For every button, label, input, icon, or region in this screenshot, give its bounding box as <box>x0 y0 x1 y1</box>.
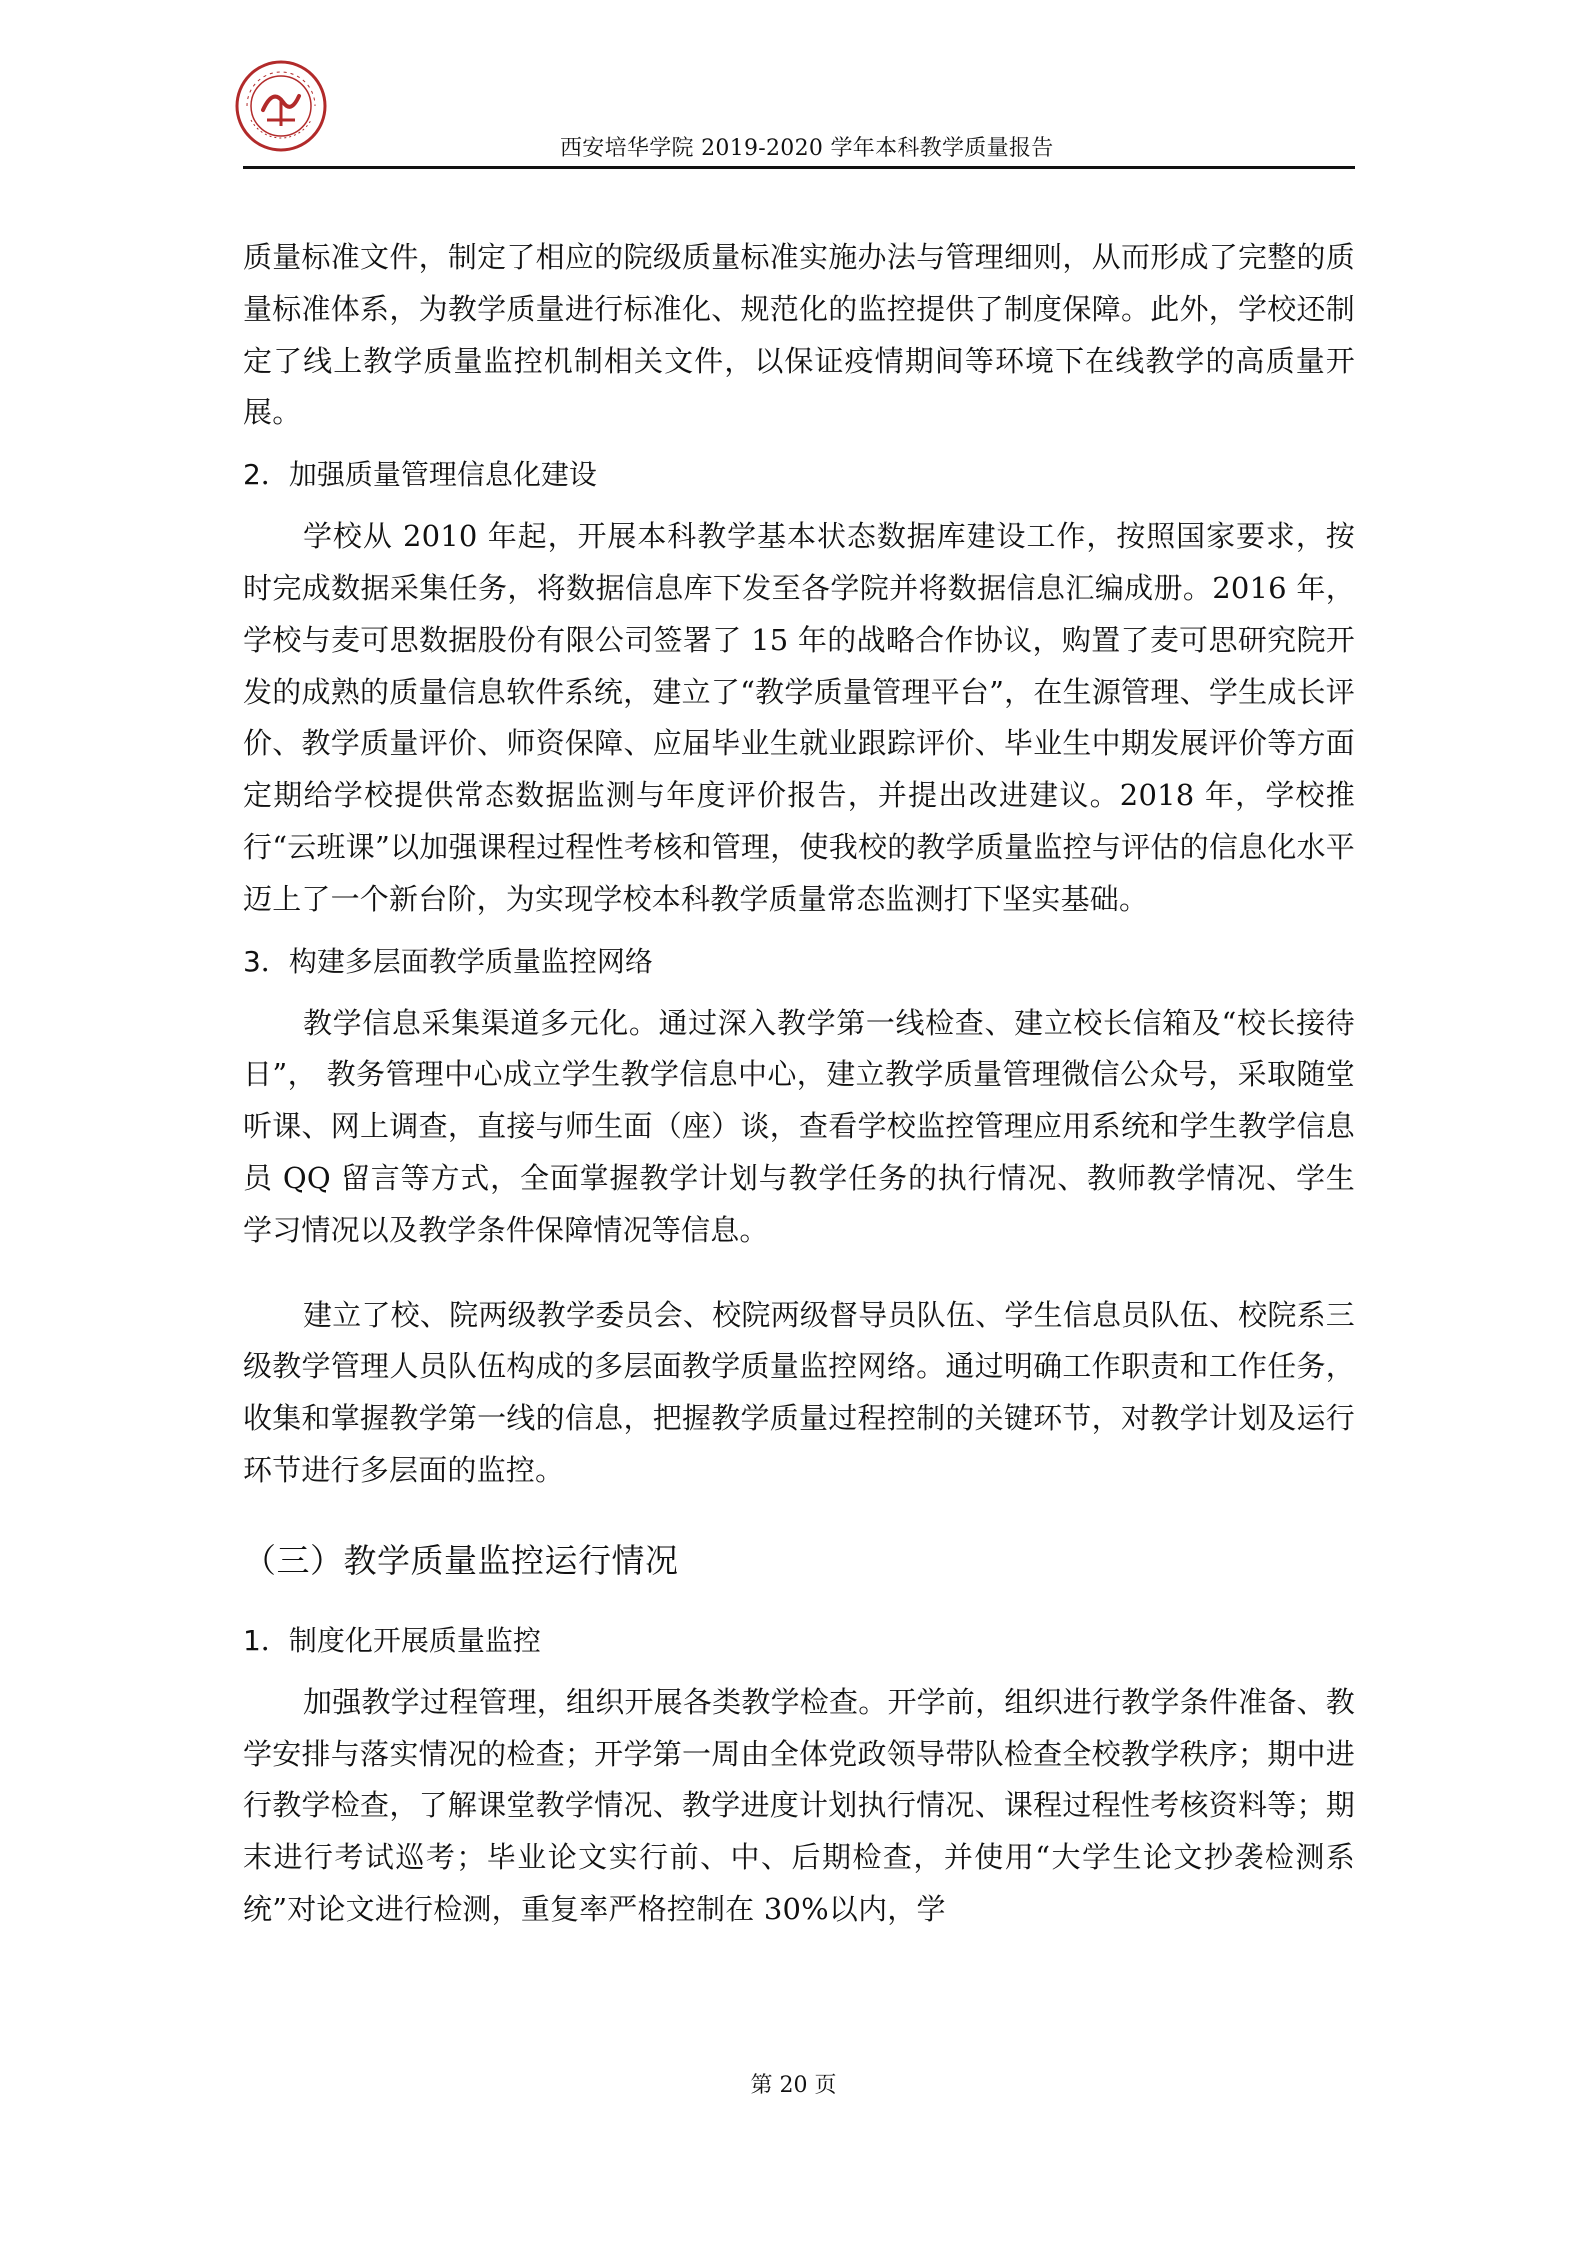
university-seal-logo <box>233 58 329 154</box>
paragraph-quality-standards: 质量标准文件，制定了相应的院级质量标准实施办法与管理细则，从而形成了完整的质量标准体系，为教学质量进行标准化、规范化的监控提供了制度保障。此外，学校还制定了线上教学质量监控机制相关文件，以保证疫情期间等环境下在线教学的高质量开展。 <box>243 240 1355 430</box>
paragraph-process-management: 加强教学过程管理，组织开展各类教学检查。开学前，组织进行教学条件准备、教学安排与落实情况的检查；开学第一周由全体党政领导带队检查全校教学秩序；期中进行教学检查，了解课堂教学情况、教学进度计划执行情况、课程过程性考核资料等；期末进行考试巡考；毕业论文实行前、中、后期检查，并使用“大学生论文抄袭检测系统”对论文进行检测，重复率严格控制在 30%以内，学 <box>243 1684 1355 1926</box>
page-content <box>243 232 1355 1936</box>
heading-institutional-monitoring: 1．制度化开展质量监控 <box>243 1623 541 1657</box>
section-heading-monitoring-operation: （三）教学质量监控运行情况 <box>243 1540 679 1580</box>
header-divider <box>243 166 1355 169</box>
heading-monitoring-network: 3．构建多层面教学质量监控网络 <box>243 944 653 978</box>
paragraph-network-structure: 建立了校、院两级教学委员会、校院两级督导员队伍、学生信息员队伍、校院系三级教学管理人员队伍构成的多层面教学质量监控网络。通过明确工作职责和工作任务，收集和掌握教学第一线的信息，把握教学质量过程控制的关键环节，对教学计划及运行环节进行多层面的监控。 <box>243 1297 1355 1487</box>
paragraph-info-channels: 教学信息采集渠道多元化。通过深入教学第一线检查、建立校长信箱及“校长接待日”， 教务管理中心成立学生教学信息中心，建立教学质量管理微信公众号，采取随堂听课、网上调查，直接与师生面（座）谈，查看学校监控管理应用系统和学生教学信息员 QQ 留言等方式，全面掌握教学计划与教学任务的执行情况、教师教学情况、学生学习情况以及教学条件保障情况等信息。 <box>243 1005 1355 1247</box>
page-number: 第 20 页 <box>750 2073 837 2098</box>
paragraph-info-construction: 学校从 2010 年起，开展本科教学基本状态数据库建设工作，按照国家要求，按时完成数据采集任务，将数据信息库下发至各学院并将数据信息汇编成册。2016 年，学校与麦可思数据股份有限公司签署了 15 年的战略合作协议，购置了麦可思研究院开发的成熟的质量信息软件系统，建立了“教学质量管理平台”，在生源管理、学生成长评价、教学质量评价、师资保障、应届毕业生就业跟踪评价、毕业生中期发展评价等方面定期给学校提供常态数据监测与年度评价报告，并提出改进建议。2018 年，学校推行“云班课”以加强课程过程性考核和管理，使我校的教学质量监控与评估的信息化水平迈上了一个新台阶，为实现学校本科教学质量常态监测打下坚实基础。 <box>243 519 1355 916</box>
report-header-title: 西安培华学院 2019-2020 学年本科教学质量报告 <box>560 136 1054 161</box>
heading-info-construction: 2．加强质量管理信息化建设 <box>243 458 597 492</box>
